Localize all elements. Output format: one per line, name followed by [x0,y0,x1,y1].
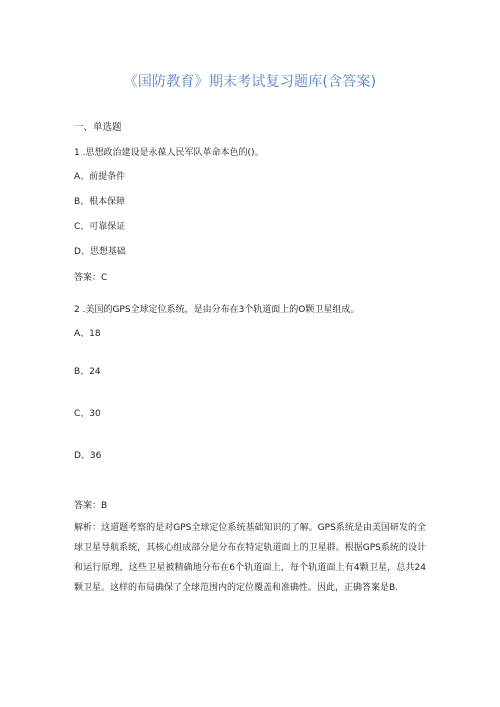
question-1-option-a: A、前提条件 [74,172,126,182]
question-1-option-b: B、根本保障 [74,197,126,207]
section-heading: 一、单选题 [74,122,122,133]
question-2-answer: 答案：B [74,501,108,511]
question-1-option-c: C、可靠保证 [74,222,126,232]
question-2-analysis: 解析：这道题考察的是对GPS全球定位系统基础知识的了解。GPS系统是由美国研发的全球卫星导航系统，其核心组成部分是分布在特定轨道面上的卫星群。根据GPS系统的设计和运行原理，这些卫星被精确地分布在6个轨道面上，每个轨道面上有4颗卫星，总共24颗卫星。这样的布局确保了全球范围内的定位覆盖和准确性。因此，正确答案是B. [74,523,426,593]
question-1-stem: 1 .思想政治建设是永葆人民军队革命本色的()。 [74,148,264,158]
question-2-option-b: B、24 [74,367,101,377]
question-1-answer: 答案：C [74,273,108,283]
question-2-option-c: C、30 [74,409,101,419]
question-2-stem: 2 .美国的GPS全球定位系统，是由分布在3个轨道面上的O颗卫星组成。 [74,305,360,315]
question-2-option-d: D、36 [74,451,102,461]
document-title: 《国防教育》期末考试复习题库(含答案) [123,74,377,90]
question-2-option-a: A、18 [74,329,101,339]
question-1-option-d: D、思想基础 [74,247,126,257]
